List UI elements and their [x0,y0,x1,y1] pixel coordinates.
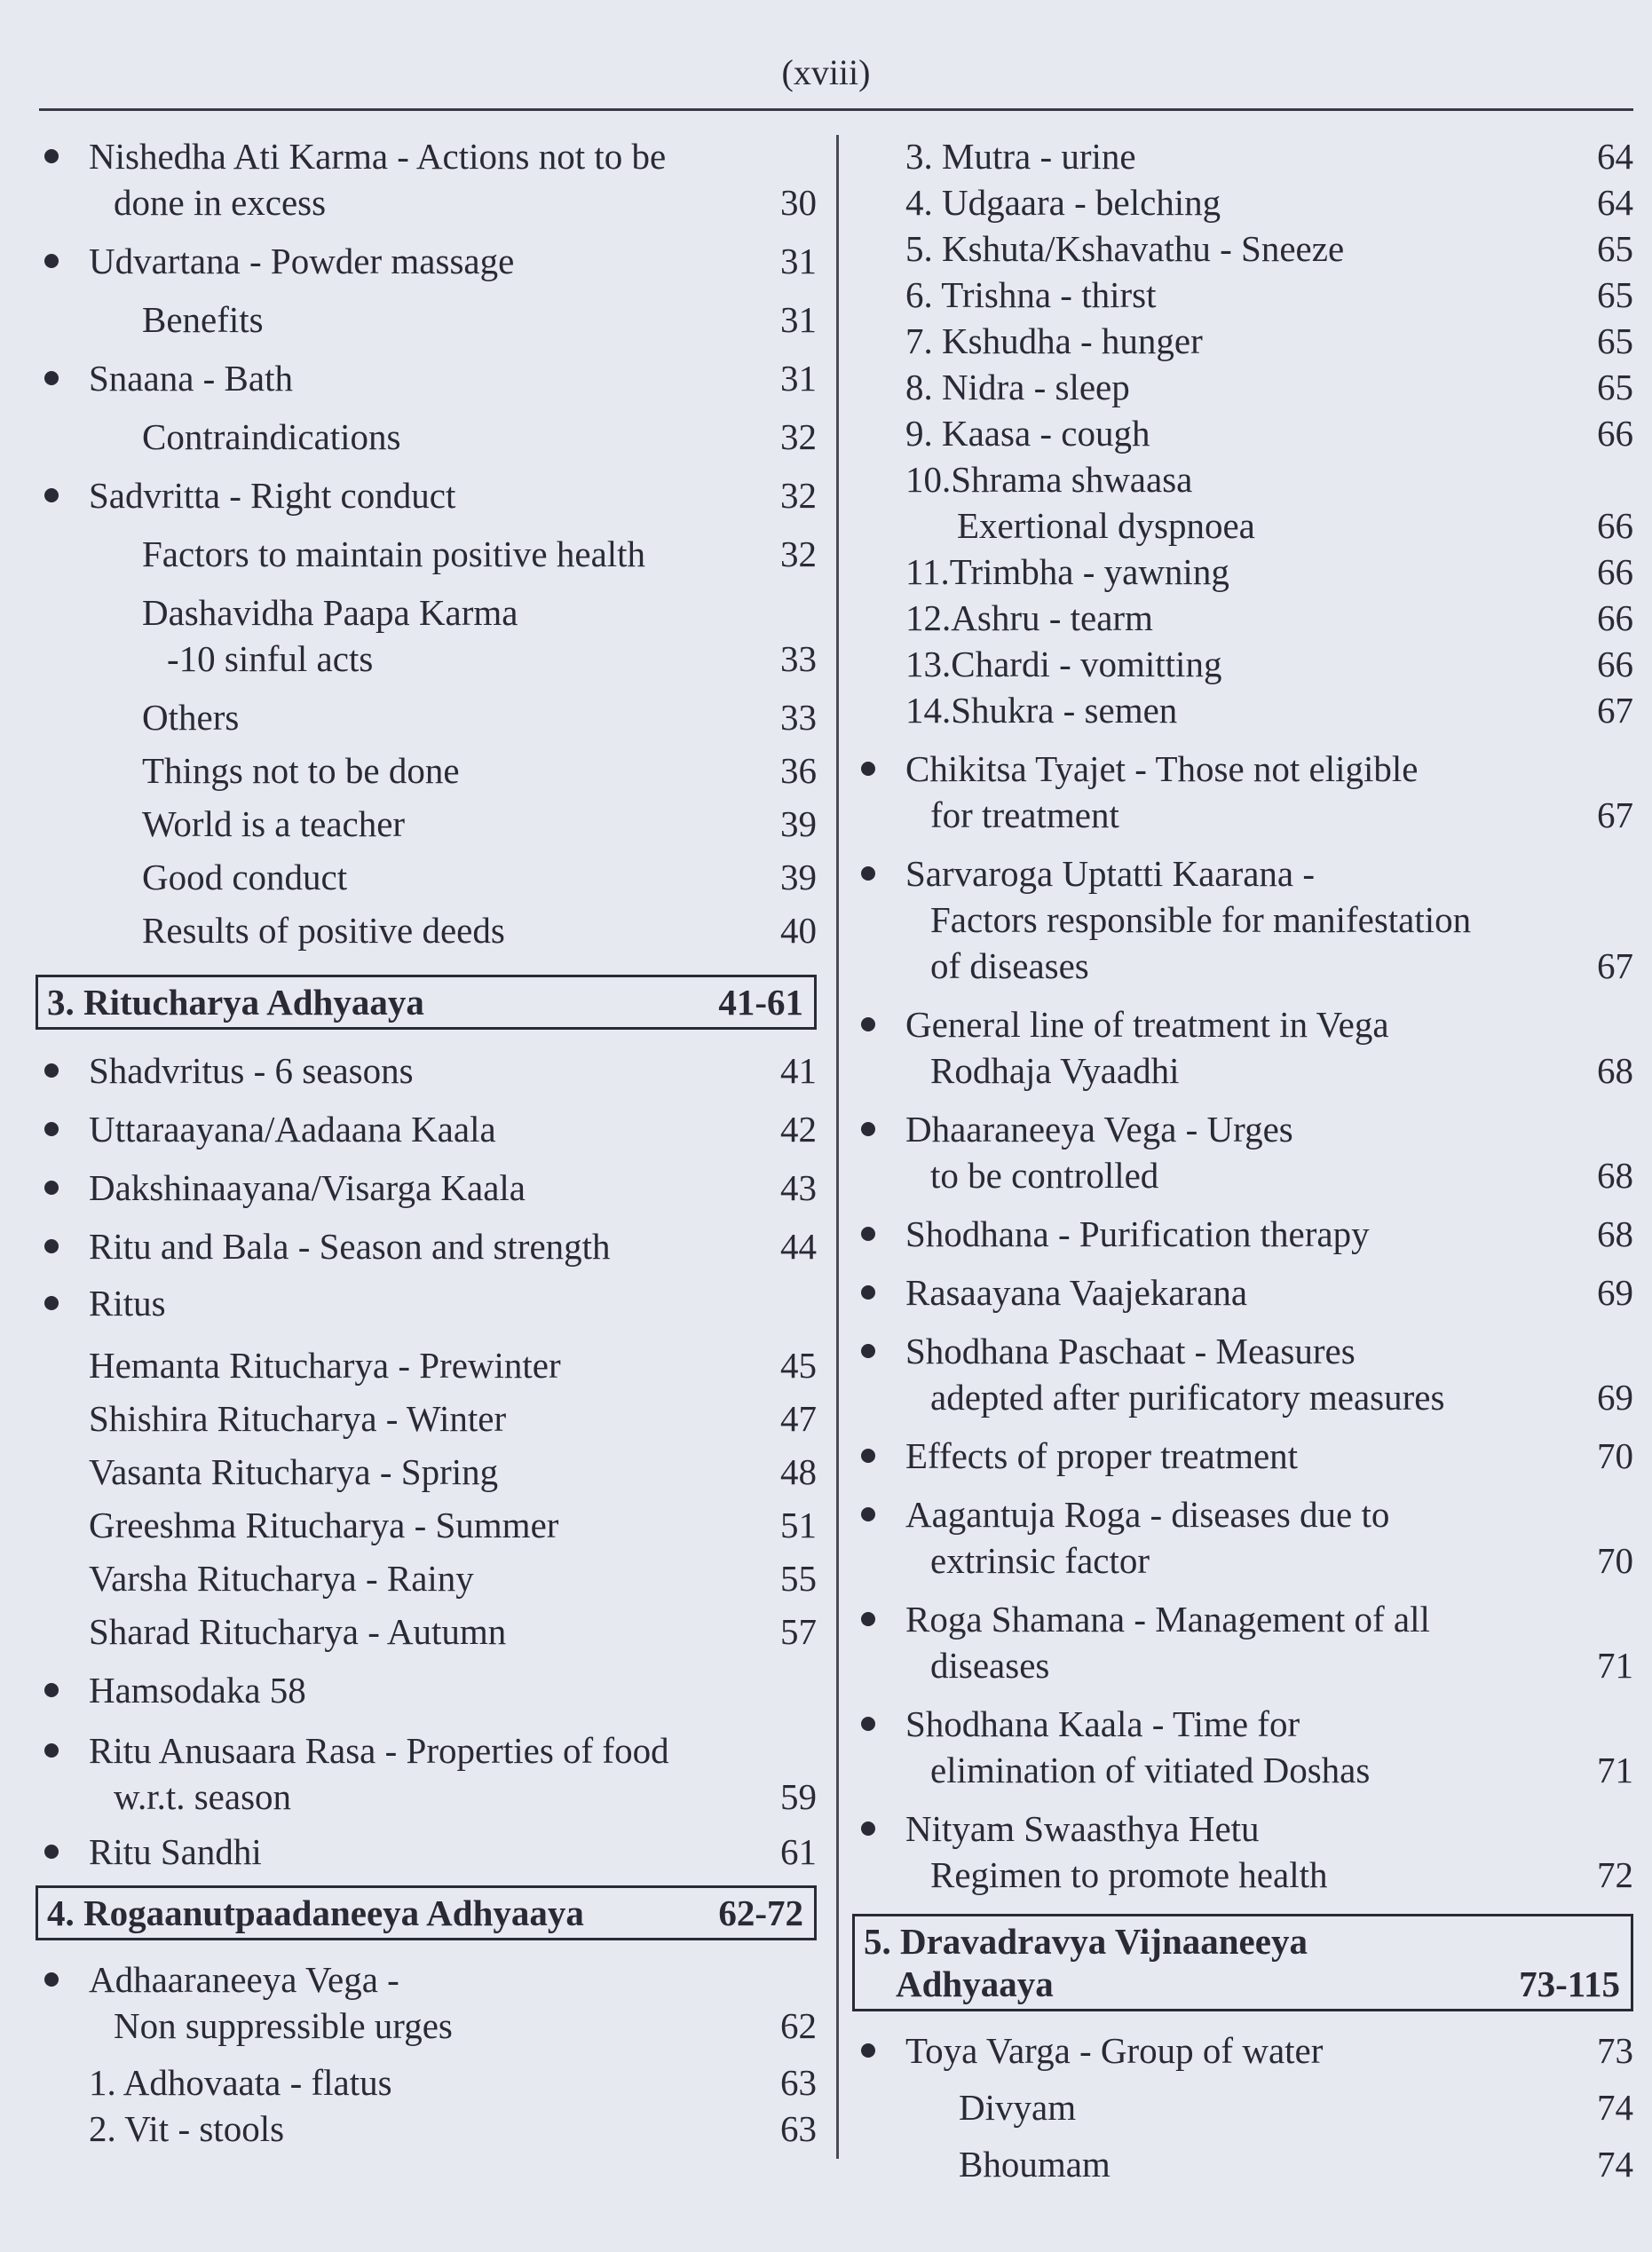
page-range: 41-61 [718,982,803,1023]
header-rule [39,108,1633,111]
toc-entry [36,1280,817,1326]
toc-entry [36,414,817,460]
entry-label: Udvartana - Powder massage [89,241,515,281]
entry-label: Ritus [89,1283,166,1324]
toc-entry [36,1956,817,2049]
page-number-ref: 70 [1597,1540,1633,1581]
toc-entry [36,907,817,953]
entry-label-continued: Non suppressible urges [114,2005,453,2046]
page-number-ref: 31 [780,299,817,340]
toc-entry [36,1555,817,1601]
column-divider [836,135,839,2159]
entry-label: Adhaaraneeya Vega - [89,1959,399,2000]
entry-label: Results of positive deeds [142,910,505,951]
entry-label: Nityam Swaasthya Hetu [905,1808,1260,1849]
entry-label: Shishira Ritucharya - Winter [89,1398,507,1439]
entry-label: 8. Nidra - sleep [905,367,1130,407]
entry-label: Others [142,697,240,738]
page-number-ref: 68 [1597,1050,1633,1091]
toc-entry [852,318,1633,364]
page-number-ref: 42 [780,1109,817,1150]
toc-entry [36,1727,817,1820]
page-number: (xviii) [781,52,871,92]
page-number-ref: 71 [1597,1645,1633,1686]
page-number-ref: 72 [1597,1854,1633,1895]
entry-label: Ritu and Bala - Season and strength [89,1226,611,1267]
page-number-ref: 44 [780,1226,817,1267]
toc-entry [36,472,817,518]
entry-label: 3. Mutra - urine [905,136,1136,177]
entry-label-continued: Regimen to promote health [930,1854,1328,1895]
page-number-ref: 74 [1597,2144,1633,2185]
entry-label: 7. Kshudha - hunger [905,320,1203,361]
page-number-ref: 32 [780,416,817,457]
toc-entry [36,1165,817,1211]
page-number-ref: 65 [1597,367,1633,407]
entry-label: 2. Vit - stools [89,2108,285,2149]
page-number-ref: 41 [780,1050,817,1091]
page-number-ref: 40 [780,910,817,951]
toc-entry [36,801,817,847]
entry-label-continued: Exertional dyspnoea [957,505,1255,546]
page-number-ref: 43 [780,1167,817,1208]
entry-label: Divyam [959,2087,1077,2128]
toc-entry [36,133,817,225]
entry-label: 11.Trimbha - yawning [905,551,1229,592]
page-number-ref: 65 [1597,320,1633,361]
entry-label: Uttaraayana/Aadaana Kaala [89,1109,496,1150]
entry-label: Sharad Ritucharya - Autumn [89,1611,507,1652]
entry-label-continued: -10 sinful acts [167,638,374,679]
toc-entry [852,641,1633,687]
page-number-ref: 63 [780,2062,817,2103]
entry-label: Shodhana Kaala - Time for [905,1703,1300,1744]
toc-entry [36,1395,817,1442]
toc-entry [36,1667,817,1713]
toc-entry [852,1806,1633,1898]
page-number-ref: 31 [780,241,817,281]
entry-label: Shodhana - Purification therapy [905,1213,1370,1254]
entry-label: Hamsodaka 58 [89,1670,306,1711]
page-number-ref: 69 [1597,1377,1633,1418]
toc-entry [36,694,817,740]
page-number-ref: 36 [780,750,817,791]
toc-entry [852,2141,1633,2187]
entry-label-continued: of diseases [930,945,1089,986]
page-number-ref: 67 [1597,794,1633,835]
page-number-ref: 59 [780,1776,817,1817]
entry-label-continued: to be controlled [930,1155,1159,1196]
entry-label: Greeshma Ritucharya - Summer [89,1505,559,1545]
page-range: 62-72 [718,1892,803,1933]
toc-entry [852,595,1633,641]
page-number-ref: 30 [780,182,817,223]
toc-entry [852,410,1633,456]
page-number-ref: 70 [1597,1435,1633,1476]
entry-label: Hemanta Ritucharya - Prewinter [89,1345,561,1386]
page-number-ref: 64 [1597,182,1633,223]
toc-entry [852,687,1633,733]
entry-label: World is a teacher [142,803,406,844]
entry-label-continued: extrinsic factor [930,1540,1150,1581]
page-number-ref: 55 [780,1558,817,1599]
entry-label: Dashavidha Paapa Karma [142,592,518,633]
page-number-ref: 57 [780,1611,817,1652]
entry-label: Good conduct [142,857,348,897]
entry-label-continued: for treatment [930,794,1119,835]
entry-label: 14.Shukra - semen [905,690,1178,731]
chapter-title-line2: Adhyaaya [896,1964,1054,2004]
page-number-ref: 67 [1597,690,1633,731]
entry-label: 10.Shrama shwaasa [905,459,1193,500]
page-number-ref: 63 [780,2108,817,2149]
toc-entry [36,296,817,343]
page-number-ref: 62 [780,2005,817,2046]
entry-label: Chikitsa Tyajet - Those not eligible [905,748,1419,789]
page-number-ref: 67 [1597,945,1633,986]
toc-entry [36,747,817,794]
chapter-heading [36,1885,817,1940]
page-number-ref: 51 [780,1505,817,1545]
entry-label: Benefits [142,299,264,340]
entry-label-continued: elimination of vitiated Doshas [930,1750,1371,1790]
chapter-title: 3. Ritucharya Adhyaaya [47,982,424,1023]
chapter-heading [852,1914,1633,2011]
toc-entry [852,1106,1633,1198]
entry-label: Sarvaroga Uptatti Kaarana - [905,853,1316,894]
entry-label-continued: Rodhaja Vyaadhi [930,1050,1180,1091]
chapter-title: 4. Rogaanutpaadaneeya Adhyaaya [47,1892,584,1933]
entry-label: Snaana - Bath [89,358,293,399]
toc-entry [36,355,817,401]
entry-label: Vasanta Ritucharya - Spring [89,1451,499,1492]
entry-label: 1. Adhovaata - flatus [89,2062,392,2103]
entry-label: 13.Chardi - vomitting [905,644,1222,684]
entry-label: Ritu Sandhi [89,1831,262,1872]
entry-label: Things not to be done [142,750,460,791]
entry-label: Shadvritus - 6 seasons [89,1050,414,1091]
entry-label-continued: w.r.t. season [114,1776,292,1817]
entry-label: Dhaaraneeya Vega - Urges [905,1109,1293,1150]
toc-entry [852,1701,1633,1793]
toc-entry [852,746,1633,838]
toc-entry [36,589,817,682]
toc-entry [852,1596,1633,1688]
page-number-ref: 45 [780,1345,817,1386]
entry-label: Shodhana Paschaat - Measures [905,1331,1356,1371]
entry-label: Sadvritta - Right conduct [89,475,456,516]
page-number-ref: 69 [1597,1272,1633,1313]
entry-label: 5. Kshuta/Kshavathu - Sneeze [905,228,1345,269]
toc-entry [36,854,817,900]
page-number-ref: 65 [1597,228,1633,269]
page-number-ref: 32 [780,475,817,516]
toc-entry [36,2106,817,2152]
entry-label: Toya Varga - Group of water [905,2030,1324,2071]
entry-label-continued: diseases [930,1645,1050,1686]
page-number-ref: 39 [780,803,817,844]
entry-label: Factors to maintain positive health [142,533,646,574]
entry-label-continued: adepted after purificatory measures [930,1377,1445,1418]
page-number-ref: 66 [1597,597,1633,638]
toc-entry [852,364,1633,410]
right-column [852,133,1633,2187]
toc-entry [36,1106,817,1152]
toc-entry [852,1269,1633,1316]
toc-entry [852,549,1633,595]
entry-label: Roga Shamana - Management of all [905,1599,1430,1640]
toc-entry [36,238,817,284]
toc-entry [36,1223,817,1269]
toc-entry [852,2084,1633,2130]
entry-label: General line of treatment in Vega [905,1004,1389,1045]
toc-entry [36,1342,817,1388]
toc-entry [36,1047,817,1094]
toc-entry [852,850,1633,989]
entry-label: Dakshinaayana/Visarga Kaala [89,1167,526,1208]
toc-entry [852,1433,1633,1479]
entry-label: Rasaayana Vaajekarana [905,1272,1248,1313]
page-number-ref: 65 [1597,274,1633,315]
page-number-ref: 66 [1597,505,1633,546]
page-number-ref: 33 [780,638,817,679]
toc-entry [852,133,1633,179]
page-range: 73-115 [1519,1964,1620,2004]
toc-entry [852,1211,1633,1257]
entry-label: Bhoumam [959,2144,1111,2185]
toc-entry [852,1491,1633,1584]
entry-label: Varsha Ritucharya - Rainy [89,1558,474,1599]
toc-entry [852,456,1633,549]
toc-entry [852,1328,1633,1420]
toc-entry [852,225,1633,272]
toc-entry [852,1001,1633,1094]
page-number-ref: 74 [1597,2087,1633,2128]
entry-label: Nishedha Ati Karma - Actions not to be [89,136,667,177]
entry-label: Effects of proper treatment [905,1435,1299,1476]
entry-label: 6. Trishna - thirst [905,274,1157,315]
page-number-ref: 39 [780,857,817,897]
toc-entry [852,2027,1633,2074]
page-number-ref: 68 [1597,1213,1633,1254]
toc-entry [852,179,1633,225]
page-number-ref: 31 [780,358,817,399]
entry-label: Aagantuja Roga - diseases due to [905,1494,1390,1535]
page-number-ref: 61 [780,1831,817,1872]
page-number-ref: 71 [1597,1750,1633,1790]
entry-label: Contraindications [142,416,401,457]
page-number-ref: 48 [780,1451,817,1492]
left-column [36,133,817,2152]
entry-label: 12.Ashru - tearm [905,597,1153,638]
toc-entry [36,531,817,577]
page-number-ref: 32 [780,533,817,574]
page-number-ref: 33 [780,697,817,738]
page-number-ref: 73 [1597,2030,1633,2071]
toc-entry [36,1449,817,1495]
entry-label-continued: done in excess [114,182,327,223]
toc-entry [36,2059,817,2106]
toc-entry [852,272,1633,318]
page-number-ref: 66 [1597,644,1633,684]
chapter-heading [36,975,817,1030]
entry-label: Ritu Anusaara Rasa - Properties of food [89,1730,669,1771]
page-number-ref: 66 [1597,551,1633,592]
toc-entry [36,1608,817,1655]
page-number-ref: 68 [1597,1155,1633,1196]
page-number-ref: 47 [780,1398,817,1439]
entry-label: 9. Kaasa - cough [905,413,1150,454]
entry-label: 4. Udgaara - belching [905,182,1221,223]
page-number-ref: 66 [1597,413,1633,454]
toc-entry [36,1829,817,1875]
entry-label-continued: Factors responsible for manifestation [930,899,1472,940]
chapter-title: 5. Dravadravya Vijnaaneeya [864,1921,1308,1962]
page-number-ref: 64 [1597,136,1633,177]
toc-entry [36,1502,817,1548]
